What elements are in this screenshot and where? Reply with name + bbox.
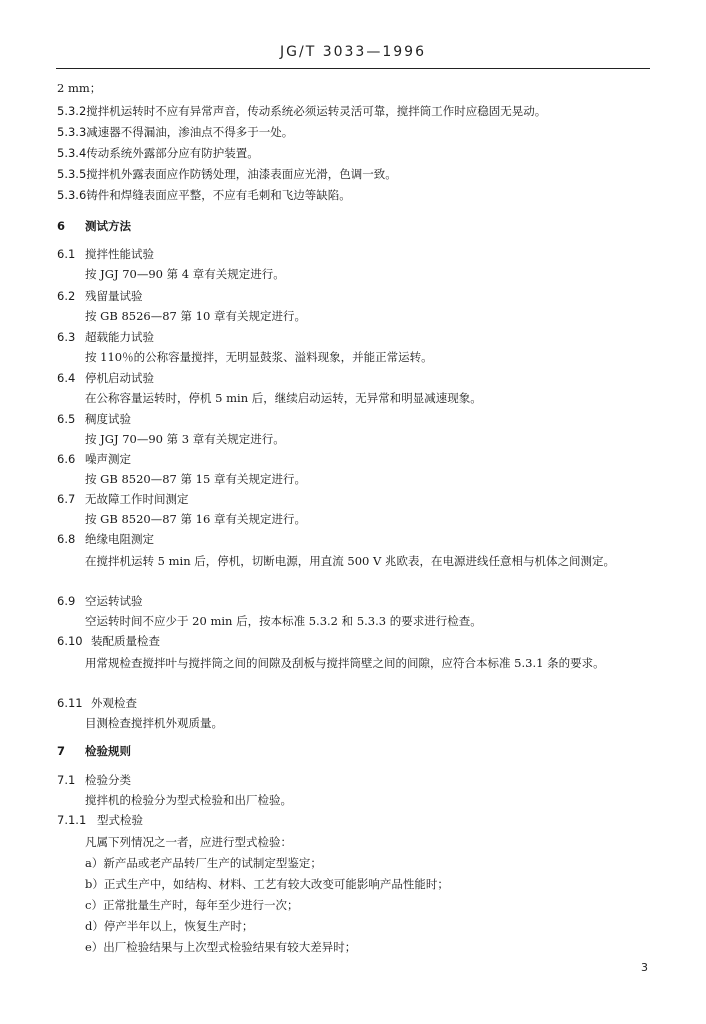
clause-6-2-body: 按 GB 8526—87 第 10 章有关规定进行。 <box>85 309 306 323</box>
clause-number: 7.1 <box>57 773 76 787</box>
section-number: 7 <box>57 744 66 758</box>
list-item-d: d）停产半年以上，恢复生产时； <box>85 919 254 933</box>
clause-number: 6.11 <box>57 696 83 710</box>
clause-6-9: 6.9 空运转试验 <box>57 594 143 608</box>
clause-5-3-2: 5.3.2搅拌机运转时不应有异常声音，传动系统必须运转灵活可靠，搅拌筒工作时应稳固无晃动。 <box>57 104 547 118</box>
clause-5-3-4: 5.3.4传动系统外露部分应有防护装置。 <box>57 146 259 160</box>
clause-7-1-1-body: 凡属下列情况之一者，应进行型式检验： <box>85 835 292 849</box>
clause-number: 5.3.4 <box>57 146 87 160</box>
clause-6-3-body: 按 110％的公称容量搅拌，无明显鼓浆、溢料现象，并能正常运转。 <box>85 350 433 364</box>
clause-6-4: 6.4 停机启动试验 <box>57 371 154 385</box>
clause-number: 5.3.6 <box>57 188 87 202</box>
clause-6-11-body: 目测检查搅拌机外观质量。 <box>85 716 223 730</box>
clause-6-4-body: 在公称容量运转时，停机 5 min 后，继续启动运转，无异常和明显减速现象。 <box>85 391 482 405</box>
section-number: 6 <box>57 219 66 233</box>
clause-6-10: 6.10 装配质量检查 <box>57 634 160 648</box>
clause-6-5: 6.5 稠度试验 <box>57 412 131 426</box>
clause-6-1: 6.1 搅拌性能试验 <box>57 247 154 261</box>
clause-6-3: 6.3 超载能力试验 <box>57 330 154 344</box>
clause-6-9-body: 空运转时间不应少于 20 min 后，按本标准 5.3.2 和 5.3.3 的要求进行检查。 <box>85 614 482 628</box>
clause-7-1: 7.1 检验分类 <box>57 773 131 787</box>
clause-number: 6.6 <box>57 452 76 466</box>
clause-5-3-5: 5.3.5搅拌机外露表面应作防锈处理，油漆表面应光滑，色调一致。 <box>57 167 397 181</box>
clause-number: 6.4 <box>57 371 76 385</box>
clause-6-10-body: 用常规检查搅拌叶与搅拌筒之间的间隙及刮板与搅拌筒壁之间的间隙，应符合本标准 5.3.1 条的要求。 <box>85 656 605 670</box>
clause-number: 6.5 <box>57 412 76 426</box>
clause-number: 6.1 <box>57 247 76 261</box>
clause-5-3-3: 5.3.3减速器不得漏油，渗油点不得多于一处。 <box>57 125 294 139</box>
clause-6-6: 6.6 噪声测定 <box>57 452 131 466</box>
clause-number: 5.3.5 <box>57 167 87 181</box>
clause-number: 6.7 <box>57 492 76 506</box>
clause-number: 5.3.2 <box>57 104 87 118</box>
clause-6-2: 6.2 残留量试验 <box>57 289 143 303</box>
clause-6-11: 6.11 外观检查 <box>57 696 137 710</box>
list-item-a: a）新产品或老产品转厂生产的试制定型鉴定； <box>85 856 322 870</box>
standard-header: JG/T 3033—1996 <box>280 44 426 60</box>
header-rule <box>56 68 650 69</box>
text-line-continuation: 2 mm； <box>57 81 102 95</box>
clause-number: 6.2 <box>57 289 76 303</box>
section-7-heading: 7 检验规则 <box>57 744 131 758</box>
clause-6-8-body: 在搅拌机运转 5 min 后，停机，切断电源，用直流 500 V 兆欧表，在电源进线任意相与机体之间测定。 <box>85 554 615 568</box>
clause-number: 6.10 <box>57 634 83 648</box>
list-item-e: e）出厂检验结果与上次型式检验结果有较大差异时； <box>85 940 357 954</box>
clause-7-1-1: 7.1.1 型式检验 <box>57 813 143 827</box>
clause-number: 6.9 <box>57 594 76 608</box>
clause-7-1-body: 搅拌机的检验分为型式检验和出厂检验。 <box>85 793 292 807</box>
clause-number: 7.1.1 <box>57 813 87 827</box>
list-item-b: b）正式生产中，如结构、材料、工艺有较大改变可能影响产品性能时； <box>85 877 449 891</box>
clause-number: 5.3.3 <box>57 125 87 139</box>
clause-6-8: 6.8 绝缘电阻测定 <box>57 532 154 546</box>
clause-6-7-body: 按 GB 8520—87 第 16 章有关规定进行。 <box>85 512 306 526</box>
section-6-heading: 6 测试方法 <box>57 219 131 233</box>
clause-6-6-body: 按 GB 8520—87 第 15 章有关规定进行。 <box>85 472 306 486</box>
clause-number: 6.3 <box>57 330 76 344</box>
page-number: 3 <box>641 961 648 974</box>
clause-6-5-body: 按 JGJ 70—90 第 3 章有关规定进行。 <box>85 432 285 446</box>
clause-5-3-6: 5.3.6铸件和焊缝表面应平整，不应有毛刺和飞边等缺陷。 <box>57 188 351 202</box>
clause-6-1-body: 按 JGJ 70—90 第 4 章有关规定进行。 <box>85 267 285 281</box>
list-item-c: c）正常批量生产时，每年至少进行一次； <box>85 898 299 912</box>
clause-number: 6.8 <box>57 532 76 546</box>
clause-6-7: 6.7 无故障工作时间测定 <box>57 492 189 506</box>
